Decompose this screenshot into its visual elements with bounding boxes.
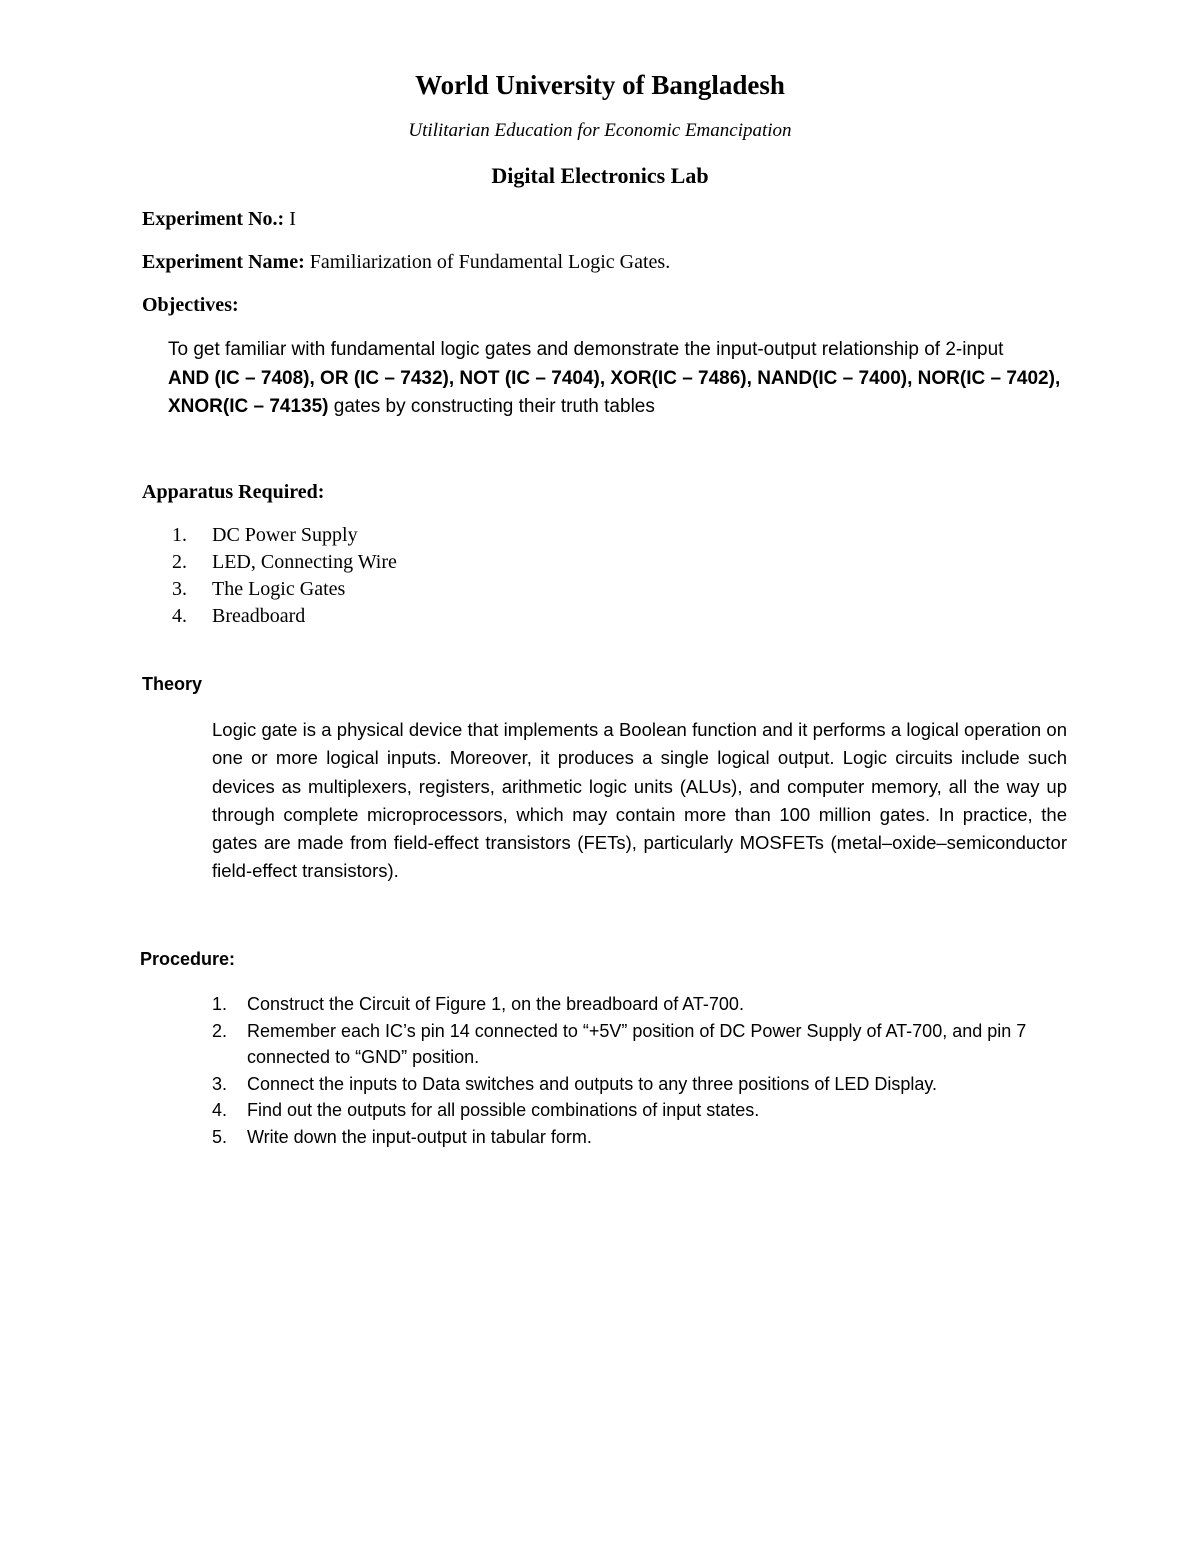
list-item: 4. Find out the outputs for all possible combinations of input states. [212,1100,760,1120]
objectives-line-1: To get familiar with fundamental logic gates and demonstrate the input-output relationship of 2-input [168,339,1004,360]
experiment-name-label: Experiment Name: [142,251,305,273]
experiment-number-label: Experiment No.: [142,208,285,230]
theory-paragraph: Logic gate is a physical device that implements a Boolean function and it performs a logical operation on one or more logical inputs. Moreover, it produces a single logical output. Logic circuits include such devices as multiplexers, registers, arithmetic logic units (ALUs), and computer memory, all the way up through complete microprocessors, which may contain more than 100 million gates. In practice, the gates are made from field-effect transistors (FETs), particularly MOSFETs (metal–oxide–semiconductor field-effect transistors). [212,719,1067,882]
theory-heading: Theory [142,674,203,694]
list-item: 2. Remember each IC’s pin 14 connected to “+5V” position of DC Power Supply of AT-700, and pin 7 connected to “GND” position. [212,1020,1027,1067]
apparatus-heading: Apparatus Required: [142,481,325,503]
list-item: 3. Connect the inputs to Data switches and outputs to any three positions of LED Display. [212,1073,938,1094]
list-item: 4. Breadboard [172,605,306,627]
objectives-text [168,336,1078,422]
experiment-number [142,208,296,231]
objectives-line-3-gates: XNOR(IC – 74135) [168,396,329,417]
list-item: 5. Write down the input-output in tabular form. [212,1126,592,1147]
university-motto: Utilitarian Education for Economic Emancipation [408,120,792,141]
apparatus-list [172,522,397,630]
experiment-number-value: I [289,208,296,230]
list-item: 2. LED, Connecting Wire [172,551,397,573]
list-item: 3. The Logic Gates [172,578,346,600]
lab-title: Digital Electronics Lab [491,163,709,188]
experiment-name-value: Familiarization of Fundamental Logic Gates. [309,251,671,273]
objectives-heading: Objectives: [142,294,239,316]
procedure-list [212,991,1070,1150]
university-title: World University of Bangladesh [415,70,785,100]
objectives-line-3-rest: gates by constructing their truth tables [328,396,655,417]
procedure-heading: Procedure: [140,949,236,969]
list-item: 1. Construct the Circuit of Figure 1, on the breadboard of AT-700. [212,994,744,1014]
experiment-name [142,251,670,274]
list-item: 1. DC Power Supply [172,524,358,546]
objectives-line-2: AND (IC – 7408), OR (IC – 7432), NOT (IC – 7404), XOR(IC – 7486), NAND(IC – 7400), NOR(IC – 7402), [168,367,1061,389]
